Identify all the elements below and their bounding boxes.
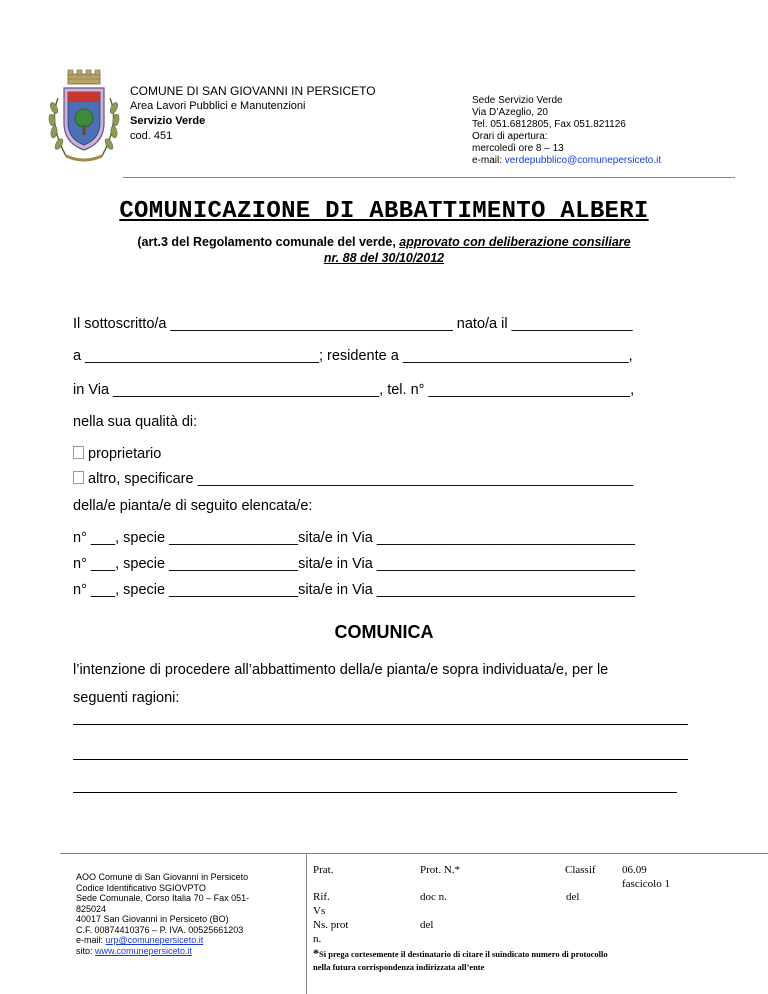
fascicolo-value: fascicolo 1 bbox=[622, 878, 670, 890]
email-link[interactable]: verdepubblico@comunepersiceto.it bbox=[504, 155, 662, 166]
footer-column-divider bbox=[306, 853, 307, 994]
footer-divider bbox=[60, 853, 768, 854]
intent-text-1: l’intenzione di procedere all’abbattimento della/e pianta/e sopra individuata/e, per le bbox=[73, 662, 609, 678]
aoo-name: AOO Comune di San Giovanni in Persiceto bbox=[76, 872, 249, 882]
classif-value: 06.09 bbox=[622, 864, 647, 876]
sede-phone: Tel. 051.6812805, Fax 051.821126 bbox=[472, 119, 626, 130]
field-via-telefono[interactable]: in Via _________________________________, tel. n° _________________________, bbox=[73, 382, 635, 398]
tree-row[interactable]: n° ___, specie ________________sita/e in Via ________________________________ bbox=[73, 556, 635, 572]
aoo-email-link[interactable]: urp@comunepersiceto.it bbox=[105, 935, 204, 945]
document-subtitle bbox=[60, 234, 708, 266]
shield-icon bbox=[64, 88, 104, 150]
aoo-email-label: e-mail: bbox=[76, 935, 106, 945]
crown-icon bbox=[68, 70, 100, 84]
del-label-1: del bbox=[566, 891, 580, 903]
aoo-cf: C.F. 00874410376 – P. IVA. 00525661203 bbox=[76, 924, 244, 935]
option-proprietario-label: proprietario bbox=[88, 446, 162, 462]
subtitle-deliberation: approvato con deliberazione consiliare bbox=[399, 235, 631, 249]
document-title: COMUNICAZIONE DI ABBATTIMENTO ALBERI bbox=[119, 198, 649, 225]
header-contacts bbox=[472, 95, 661, 167]
org-name: COMUNE DI SAN GIOVANNI IN PERSICETO bbox=[130, 84, 376, 98]
header-organization bbox=[130, 84, 376, 144]
rif-label: Rif. bbox=[313, 891, 330, 903]
reason-line[interactable] bbox=[73, 759, 688, 760]
orari-value: mercoledì ore 8 – 13 bbox=[472, 143, 564, 154]
aoo-sede-2: 825024 bbox=[76, 903, 107, 914]
aoo-site-row bbox=[76, 946, 249, 957]
ns-prot-label: Ns. prot bbox=[313, 919, 349, 931]
checkbox-altro[interactable] bbox=[73, 471, 84, 484]
del-label-2: del bbox=[420, 919, 434, 931]
subtitle-number: nr. 88 del 30/10/2012 bbox=[323, 251, 445, 265]
aoo-code: Codice Identificativo SGIOVPTO bbox=[76, 882, 206, 893]
header-divider bbox=[123, 177, 735, 178]
note-asterisk: * bbox=[313, 946, 319, 960]
org-service: Servizio Verde bbox=[130, 115, 206, 127]
prot-label: Prot. N.* bbox=[420, 864, 461, 876]
classif-label: Classif bbox=[565, 864, 596, 876]
intent-text-2: seguenti ragioni: bbox=[73, 690, 180, 706]
tree-row[interactable]: n° ___, specie ________________sita/e in Via ________________________________ bbox=[73, 530, 635, 546]
org-code: cod. 451 bbox=[130, 130, 173, 142]
vs-label: Vs bbox=[313, 905, 326, 917]
piante-label: della/e pianta/e di seguito elencata/e: bbox=[73, 498, 313, 514]
reason-line[interactable] bbox=[73, 724, 688, 725]
subtitle-prefix: (art.3 del Regolamento comunale del verde, bbox=[137, 235, 400, 249]
sede-address: Via D’Azeglio, 20 bbox=[472, 107, 548, 118]
comunica-heading: COMUNICA bbox=[334, 622, 434, 642]
email-label: e-mail: bbox=[472, 155, 505, 166]
checkbox-proprietario[interactable] bbox=[73, 446, 84, 459]
sede-title: Sede Servizio Verde bbox=[472, 95, 563, 106]
option-altro[interactable] bbox=[73, 471, 633, 487]
aoo-cap: 40017 San Giovanni in Persiceto (BO) bbox=[76, 914, 229, 924]
option-proprietario[interactable] bbox=[73, 446, 161, 462]
aoo-site-link[interactable]: www.comunepersiceto.it bbox=[95, 945, 193, 956]
municipal-crest-logo bbox=[44, 68, 124, 168]
prat-label: Prat. bbox=[313, 864, 334, 876]
note-line-2: nella futura corrispondenza indirizzata all’ente bbox=[313, 962, 485, 972]
aoo-email-row bbox=[76, 935, 249, 946]
option-altro-label: altro, specificare ______________________________________________________ bbox=[88, 471, 634, 487]
org-area: Area Lavori Pubblici e Manutenzioni bbox=[130, 100, 306, 112]
reason-line[interactable] bbox=[73, 792, 677, 793]
email-row bbox=[472, 155, 661, 167]
field-sottoscritto[interactable]: Il sottoscritto/a ___________________________________ nato/a il _______________ bbox=[73, 316, 633, 332]
tree-row[interactable]: n° ___, specie ________________sita/e in Via ________________________________ bbox=[73, 582, 635, 598]
footer-aoo-info bbox=[76, 872, 249, 956]
protocol-note bbox=[313, 947, 608, 974]
doc-label: doc n. bbox=[420, 891, 447, 903]
aoo-sede-1: Sede Comunale, Corso Italia 70 – Fax 051- bbox=[76, 893, 250, 903]
orari-label: Orari di apertura: bbox=[472, 131, 548, 142]
field-luogo-residenza[interactable]: a _____________________________; residente a ____________________________, bbox=[73, 348, 633, 364]
note-line-1: Si prega cortesemente il destinatario di citare il suindicato numero di protocollo bbox=[319, 949, 608, 959]
n-label: n. bbox=[313, 933, 322, 945]
aoo-site-label: sito: bbox=[76, 945, 96, 956]
qualita-label: nella sua qualità di: bbox=[73, 414, 198, 430]
